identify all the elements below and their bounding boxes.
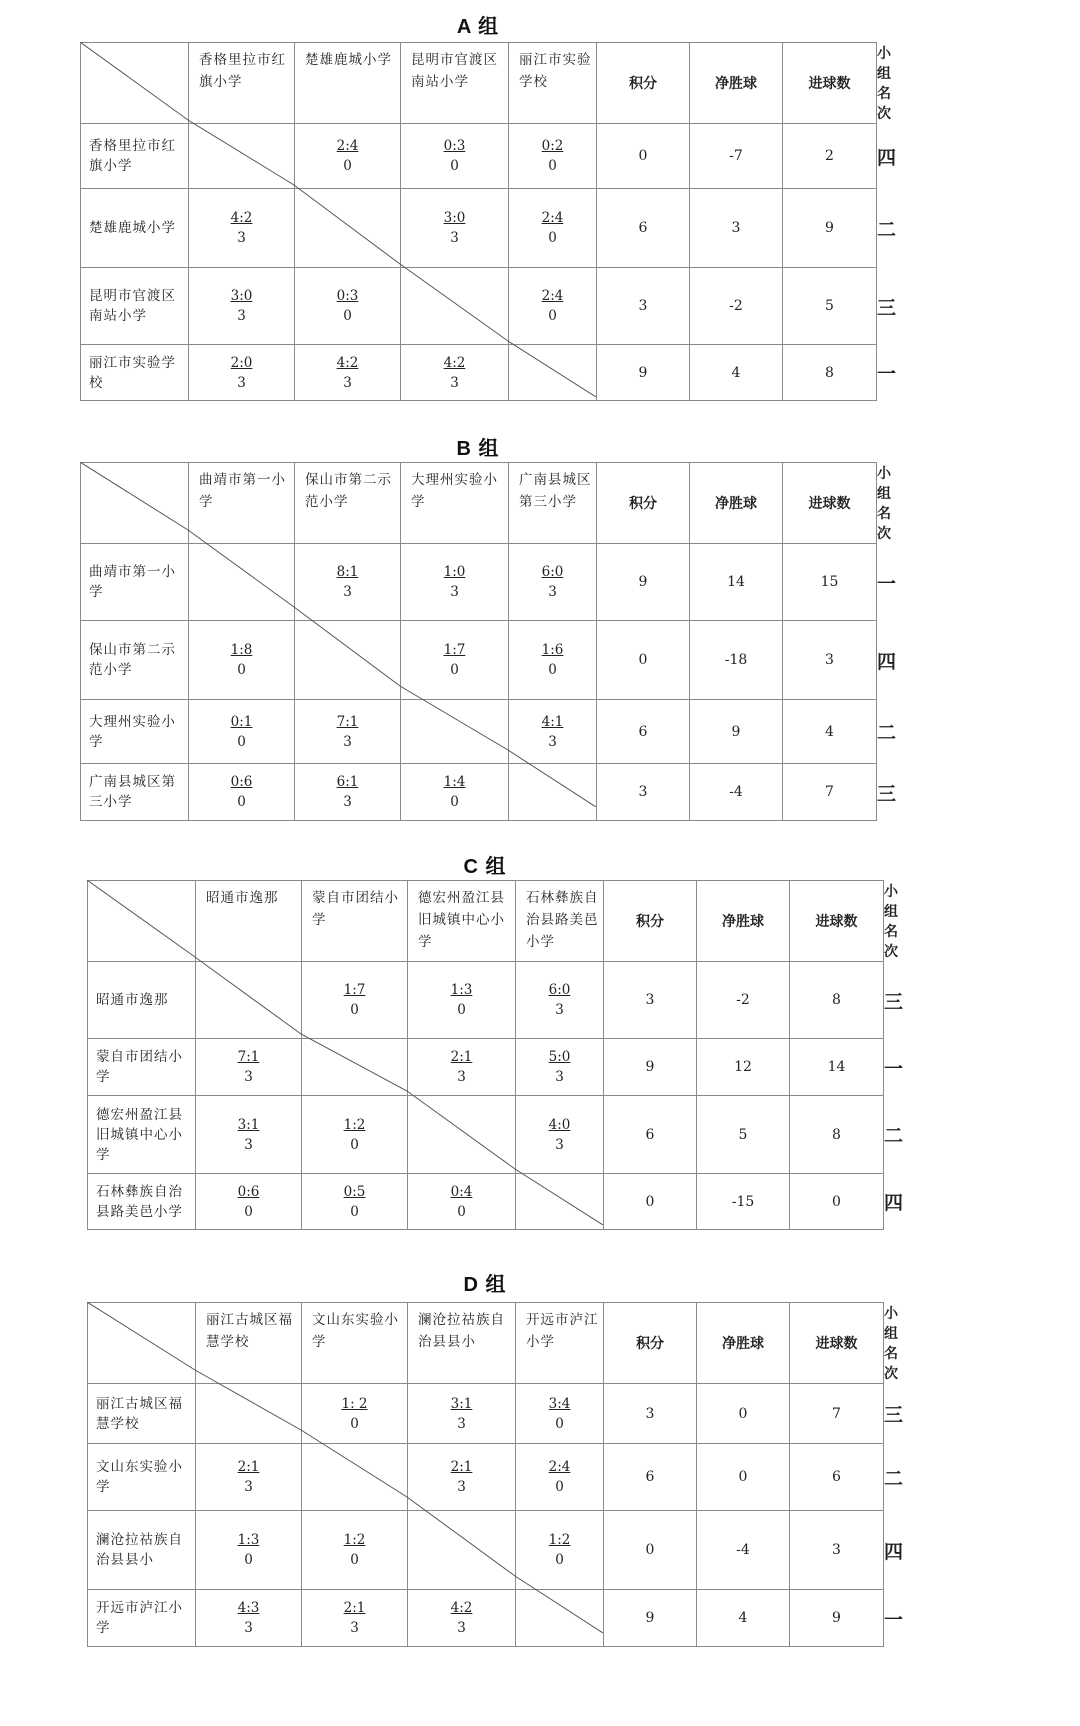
match-score: 3:0	[443, 210, 466, 226]
column-team-name: 昭通市逸那	[196, 881, 302, 962]
match-points: 0	[244, 1552, 253, 1568]
match-points: 0	[350, 1002, 359, 1018]
match-points: 3	[244, 1620, 253, 1636]
row-team-name: 文山东实验小学	[88, 1444, 196, 1511]
match-result-cell	[295, 764, 401, 821]
table-row: 香格里拉市红旗小学 2:4 0 0:3 0 0:2 0 0 -7 2 四	[81, 124, 877, 189]
self-match-cell	[189, 544, 295, 621]
corner-cell	[81, 463, 189, 544]
match-score: 0:1	[230, 713, 253, 730]
group-title: A 组	[456, 16, 500, 38]
match-score: 7:1	[237, 1049, 260, 1065]
team-goals: 14	[790, 1039, 884, 1096]
match-points: 3	[555, 1002, 564, 1018]
match-points: 3	[244, 1069, 253, 1085]
team-goal-diff: 4	[697, 1590, 790, 1647]
team-points: 3	[604, 962, 697, 1039]
self-match-cell	[295, 621, 401, 700]
match-points: 3	[548, 584, 557, 600]
match-score: 0:6	[230, 774, 253, 790]
match-score: 2:4	[336, 138, 359, 154]
group-results-table	[87, 1302, 904, 1647]
self-match-cell	[295, 189, 401, 268]
row-team-name: 丽江古城区福慧学校	[88, 1384, 196, 1444]
match-score: 3:4	[548, 1395, 571, 1412]
match-result-cell	[196, 1444, 302, 1511]
row-team-name: 曲靖市第一小学	[81, 544, 189, 621]
match-points: 0	[457, 1203, 466, 1220]
match-score: 1:2	[548, 1532, 571, 1548]
team-goal-diff: 3	[690, 189, 783, 268]
match-result-cell	[196, 1039, 302, 1096]
match-points: 3	[548, 733, 557, 750]
self-match-cell	[302, 1039, 408, 1096]
points-header: 积分	[604, 1303, 697, 1384]
team-points: 3	[597, 764, 690, 821]
match-points: 0	[244, 1203, 253, 1220]
match-score: 2:4	[541, 288, 564, 304]
match-score: 4:1	[541, 713, 564, 730]
column-team-name: 大理州实验小学	[401, 463, 509, 544]
match-points: 0	[343, 158, 352, 174]
goals-header: 进球数	[790, 881, 884, 962]
match-result-cell	[196, 1511, 302, 1590]
team-goal-diff: 12	[697, 1039, 790, 1096]
match-points: 3	[457, 1069, 466, 1085]
match-points: 3	[450, 584, 459, 600]
points-header: 积分	[597, 463, 690, 544]
team-goals: 8	[790, 1096, 884, 1174]
match-points: 3	[237, 230, 246, 246]
match-score: 6:1	[336, 774, 359, 790]
match-result-cell	[516, 1444, 604, 1511]
column-team-name: 文山东实验小学	[302, 1303, 408, 1384]
match-result-cell	[302, 962, 408, 1039]
match-score: 8:1	[336, 564, 359, 580]
header-row: 昭通市逸那 蒙自市团结小学 德宏州盈江县旧城镇中心小学 石林彝族自治县路美邑小学 积分 净胜球 进球数 小组名次	[88, 881, 884, 962]
team-goal-diff: -2	[697, 962, 790, 1039]
match-points: 0	[450, 158, 459, 174]
team-goals: 8	[790, 962, 884, 1039]
header-row: 曲靖市第一小学 保山市第二示范小学 大理州实验小学 广南县城区第三小学 积分 净胜球 进球数 小组名次	[81, 463, 877, 544]
match-score: 4:2	[443, 354, 466, 371]
row-team-name: 开远市泸江小学	[88, 1590, 196, 1647]
team-goal-diff: -18	[690, 621, 783, 700]
self-match-cell	[516, 1590, 604, 1647]
match-result-cell	[516, 1096, 604, 1174]
match-result-cell	[295, 544, 401, 621]
goals-header: 进球数	[783, 43, 877, 124]
match-result-cell	[401, 764, 509, 821]
team-points: 6	[604, 1444, 697, 1511]
match-points: 0	[350, 1415, 359, 1432]
goal-diff-header: 净胜球	[697, 881, 790, 962]
match-result-cell	[516, 1511, 604, 1590]
match-points: 3	[555, 1069, 564, 1085]
team-goal-diff: -2	[690, 268, 783, 345]
match-score: 1:7	[343, 982, 366, 998]
column-team-name: 澜沧拉祜族自治县县小	[408, 1303, 516, 1384]
match-score: 1:8	[230, 642, 253, 658]
match-result-cell	[189, 345, 295, 401]
match-score: 1: 2	[341, 1395, 368, 1412]
match-score: 1:2	[343, 1532, 366, 1548]
team-points: 9	[597, 345, 690, 401]
row-team-name: 澜沧拉祜族自治县县小	[88, 1511, 196, 1590]
group-results-table	[80, 42, 897, 401]
table-row: 蒙自市团结小学 7:1 3 2:1 3 5:0 3 9 12 14 一	[88, 1039, 884, 1096]
column-team-name: 德宏州盈江县旧城镇中心小学	[408, 881, 516, 962]
match-result-cell	[401, 189, 509, 268]
group-results-table	[87, 880, 904, 1230]
column-team-name: 保山市第二示范小学	[295, 463, 401, 544]
points-header: 积分	[604, 881, 697, 962]
match-points: 0	[237, 794, 246, 810]
match-points: 0	[237, 662, 246, 678]
match-result-cell	[408, 1174, 516, 1230]
table-row: 大理州实验小学 0:1 0 7:1 3 4:1 3 6 9 4 二	[81, 700, 877, 764]
self-match-cell	[408, 1511, 516, 1590]
match-result-cell	[509, 621, 597, 700]
match-score: 2:1	[237, 1459, 260, 1475]
group-title: C 组	[463, 856, 507, 878]
team-goals: 3	[783, 621, 877, 700]
team-goal-diff: -4	[690, 764, 783, 821]
match-points: 0	[555, 1479, 564, 1495]
row-team-name: 广南县城区第三小学	[81, 764, 189, 821]
team-goals: 0	[790, 1174, 884, 1230]
corner-cell	[81, 43, 189, 124]
team-points: 6	[597, 189, 690, 268]
self-match-cell	[408, 1096, 516, 1174]
match-points: 3	[450, 230, 459, 246]
goals-header: 进球数	[783, 463, 877, 544]
team-points: 0	[597, 621, 690, 700]
match-result-cell	[509, 189, 597, 268]
corner-cell	[88, 881, 196, 962]
table-row: 保山市第二示范小学 1:8 0 1:7 0 1:6 0 0 -18 3 四	[81, 621, 877, 700]
match-points: 0	[548, 230, 557, 246]
table-row: 文山东实验小学 2:1 3 2:1 3 2:4 0 6 0 6 二	[88, 1444, 884, 1511]
self-match-cell	[196, 962, 302, 1039]
match-points: 0	[450, 662, 459, 678]
match-score: 1:4	[443, 774, 466, 790]
match-result-cell	[401, 621, 509, 700]
team-goal-diff: 0	[697, 1384, 790, 1444]
match-result-cell	[295, 700, 401, 764]
match-score: 2:1	[450, 1459, 473, 1475]
match-score: 5:0	[548, 1049, 571, 1065]
match-result-cell	[408, 1384, 516, 1444]
self-match-cell	[189, 124, 295, 189]
match-score: 2:1	[343, 1600, 366, 1616]
team-points: 3	[597, 268, 690, 345]
match-result-cell	[189, 700, 295, 764]
team-goals: 7	[790, 1384, 884, 1444]
match-result-cell	[189, 764, 295, 821]
team-goal-diff: 5	[697, 1096, 790, 1174]
team-goals: 15	[783, 544, 877, 621]
team-goals: 9	[790, 1590, 884, 1647]
group-title: B 组	[456, 438, 500, 460]
match-result-cell	[509, 700, 597, 764]
match-points: 0	[343, 308, 352, 324]
team-points: 9	[604, 1039, 697, 1096]
match-points: 0	[555, 1552, 564, 1568]
match-score: 0:3	[443, 138, 466, 154]
table-row: 曲靖市第一小学 8:1 3 1:0 3 6:0 3 9 14 15 一	[81, 544, 877, 621]
table-row: 楚雄鹿城小学 4:2 3 3:0 3 2:4 0 6 3 9 二	[81, 189, 877, 268]
column-team-name: 石林彝族自治县路美邑小学	[516, 881, 604, 962]
match-points: 3	[457, 1415, 466, 1432]
goal-diff-header: 净胜球	[690, 43, 783, 124]
match-result-cell	[196, 1174, 302, 1230]
match-result-cell	[408, 1444, 516, 1511]
match-score: 2:1	[450, 1049, 473, 1065]
team-points: 0	[604, 1174, 697, 1230]
match-result-cell	[196, 1590, 302, 1647]
table-row: 昆明市官渡区南站小学 3:0 3 0:3 0 2:4 0 3 -2 5 三	[81, 268, 877, 345]
self-match-cell	[516, 1174, 604, 1230]
match-points: 3	[237, 374, 246, 391]
match-score: 0:2	[541, 138, 564, 154]
column-team-name: 开远市泸江小学	[516, 1303, 604, 1384]
match-score: 1:3	[450, 982, 473, 998]
table-row: 石林彝族自治县路美邑小学 0:6 0 0:5 0 0:4 0 0 -15 0 四	[88, 1174, 884, 1230]
match-result-cell	[302, 1096, 408, 1174]
row-team-name: 石林彝族自治县路美邑小学	[88, 1174, 196, 1230]
self-match-cell	[302, 1444, 408, 1511]
match-points: 0	[450, 794, 459, 810]
match-points: 3	[457, 1620, 466, 1636]
match-points: 0	[457, 1002, 466, 1018]
match-result-cell	[509, 124, 597, 189]
match-points: 0	[350, 1136, 359, 1153]
row-team-name: 丽江市实验学校	[81, 345, 189, 401]
team-goal-diff: 0	[697, 1444, 790, 1511]
team-goal-diff: 9	[690, 700, 783, 764]
match-score: 3:1	[237, 1116, 260, 1133]
match-result-cell	[302, 1511, 408, 1590]
match-score: 7:1	[336, 713, 359, 730]
match-points: 3	[343, 733, 352, 750]
team-goal-diff: 4	[690, 345, 783, 401]
match-score: 1:7	[443, 642, 466, 658]
row-team-name: 大理州实验小学	[81, 700, 189, 764]
team-goal-diff: -15	[697, 1174, 790, 1230]
match-score: 6:0	[541, 564, 564, 580]
column-team-name: 楚雄鹿城小学	[295, 43, 401, 124]
corner-cell	[88, 1303, 196, 1384]
row-team-name: 楚雄鹿城小学	[81, 189, 189, 268]
match-points: 3	[237, 308, 246, 324]
row-team-name: 昆明市官渡区南站小学	[81, 268, 189, 345]
match-points: 0	[548, 662, 557, 678]
match-result-cell	[302, 1384, 408, 1444]
match-points: 0	[237, 733, 246, 750]
table-row: 丽江市实验学校 2:0 3 4:2 3 4:2 3 9 4 8 一	[81, 345, 877, 401]
group-title: D 组	[463, 1274, 507, 1296]
match-result-cell	[516, 1039, 604, 1096]
match-score: 2:0	[230, 354, 253, 371]
match-score: 3:1	[450, 1395, 473, 1412]
match-result-cell	[295, 268, 401, 345]
team-points: 6	[597, 700, 690, 764]
team-goals: 3	[790, 1511, 884, 1590]
match-points: 0	[555, 1415, 564, 1432]
column-team-name: 丽江古城区福慧学校	[196, 1303, 302, 1384]
match-score: 0:6	[237, 1183, 260, 1200]
match-score: 1:0	[443, 564, 466, 580]
team-points: 9	[604, 1590, 697, 1647]
table-row: 昭通市逸那 1:7 0 1:3 0 6:0 3 3 -2 8 三	[88, 962, 884, 1039]
match-score: 1:3	[237, 1532, 260, 1548]
team-goals: 8	[783, 345, 877, 401]
team-points: 6	[604, 1096, 697, 1174]
team-goals: 9	[783, 189, 877, 268]
table-row: 广南县城区第三小学 0:6 0 6:1 3 1:4 0 3 -4 7 三	[81, 764, 877, 821]
team-goals: 6	[790, 1444, 884, 1511]
match-score: 0:3	[336, 288, 359, 304]
team-points: 0	[604, 1511, 697, 1590]
row-team-name: 德宏州盈江县旧城镇中心小学	[88, 1096, 196, 1174]
match-points: 3	[350, 1620, 359, 1636]
match-points: 3	[343, 794, 352, 810]
match-points: 0	[350, 1552, 359, 1568]
match-result-cell	[302, 1590, 408, 1647]
match-result-cell	[302, 1174, 408, 1230]
column-team-name: 蒙自市团结小学	[302, 881, 408, 962]
goal-diff-header: 净胜球	[697, 1303, 790, 1384]
match-score: 4:0	[548, 1116, 571, 1133]
match-score: 4:3	[237, 1600, 260, 1616]
match-score: 3:0	[230, 288, 253, 304]
match-result-cell	[408, 1039, 516, 1096]
self-match-cell	[196, 1384, 302, 1444]
match-score: 1:6	[541, 642, 564, 658]
match-points: 3	[244, 1136, 253, 1153]
match-result-cell	[189, 621, 295, 700]
team-goals: 7	[783, 764, 877, 821]
match-score: 4:2	[230, 210, 253, 226]
match-points: 0	[350, 1203, 359, 1220]
match-result-cell	[295, 345, 401, 401]
table-row: 开远市泸江小学 4:3 3 2:1 3 4:2 3 9 4 9 一	[88, 1590, 884, 1647]
team-goal-diff: -4	[697, 1511, 790, 1590]
table-row: 丽江古城区福慧学校 1: 2 0 3:1 3 3:4 0 3 0 7 三	[88, 1384, 884, 1444]
match-score: 2:4	[541, 210, 564, 226]
match-points: 3	[450, 374, 459, 391]
match-result-cell	[408, 1590, 516, 1647]
match-score: 0:4	[450, 1183, 473, 1200]
column-team-name: 曲靖市第一小学	[189, 463, 295, 544]
row-team-name: 昭通市逸那	[88, 962, 196, 1039]
match-points: 3	[244, 1479, 253, 1495]
goal-diff-header: 净胜球	[690, 463, 783, 544]
column-team-name: 香格里拉市红旗小学	[189, 43, 295, 124]
table-row: 德宏州盈江县旧城镇中心小学 3:1 3 1:2 0 4:0 3 6 5 8 二	[88, 1096, 884, 1174]
self-match-cell	[401, 700, 509, 764]
match-result-cell	[401, 124, 509, 189]
match-points: 3	[555, 1136, 564, 1153]
match-result-cell	[295, 124, 401, 189]
team-goal-diff: -7	[690, 124, 783, 189]
match-result-cell	[516, 1384, 604, 1444]
group-results-table	[80, 462, 897, 821]
team-points: 0	[597, 124, 690, 189]
match-points: 3	[343, 374, 352, 391]
self-match-cell	[509, 345, 597, 401]
match-score: 4:2	[450, 1600, 473, 1616]
match-score: 1:2	[343, 1116, 366, 1133]
team-goals: 2	[783, 124, 877, 189]
match-result-cell	[509, 544, 597, 621]
header-row: 香格里拉市红旗小学 楚雄鹿城小学 昆明市官渡区南站小学 丽江市实验学校 积分 净胜球 进球数 小组名次	[81, 43, 877, 124]
match-score: 0:5	[343, 1183, 366, 1200]
match-result-cell	[401, 544, 509, 621]
column-team-name: 丽江市实验学校	[509, 43, 597, 124]
team-goal-diff: 14	[690, 544, 783, 621]
match-result-cell	[189, 268, 295, 345]
self-match-cell	[401, 268, 509, 345]
row-team-name: 蒙自市团结小学	[88, 1039, 196, 1096]
match-result-cell	[516, 962, 604, 1039]
match-result-cell	[189, 189, 295, 268]
match-result-cell	[196, 1096, 302, 1174]
column-team-name: 广南县城区第三小学	[509, 463, 597, 544]
row-team-name: 保山市第二示范小学	[81, 621, 189, 700]
match-points: 0	[548, 158, 557, 174]
match-score: 4:2	[336, 354, 359, 371]
table-row: 澜沧拉祜族自治县县小 1:3 0 1:2 0 1:2 0 0 -4 3 四	[88, 1511, 884, 1590]
points-header: 积分	[597, 43, 690, 124]
match-score: 6:0	[548, 982, 571, 998]
match-points: 3	[457, 1479, 466, 1495]
row-team-name: 香格里拉市红旗小学	[81, 124, 189, 189]
team-points: 3	[604, 1384, 697, 1444]
match-score: 2:4	[548, 1459, 571, 1475]
column-team-name: 昆明市官渡区南站小学	[401, 43, 509, 124]
header-row: 丽江古城区福慧学校 文山东实验小学 澜沧拉祜族自治县县小 开远市泸江小学 积分 净胜球 进球数 小组名次	[88, 1303, 884, 1384]
goals-header: 进球数	[790, 1303, 884, 1384]
team-goals: 4	[783, 700, 877, 764]
team-points: 9	[597, 544, 690, 621]
match-points: 0	[548, 308, 557, 324]
match-result-cell	[509, 268, 597, 345]
match-result-cell	[401, 345, 509, 401]
match-points: 3	[343, 584, 352, 600]
match-result-cell	[408, 962, 516, 1039]
self-match-cell	[509, 764, 597, 821]
team-goals: 5	[783, 268, 877, 345]
